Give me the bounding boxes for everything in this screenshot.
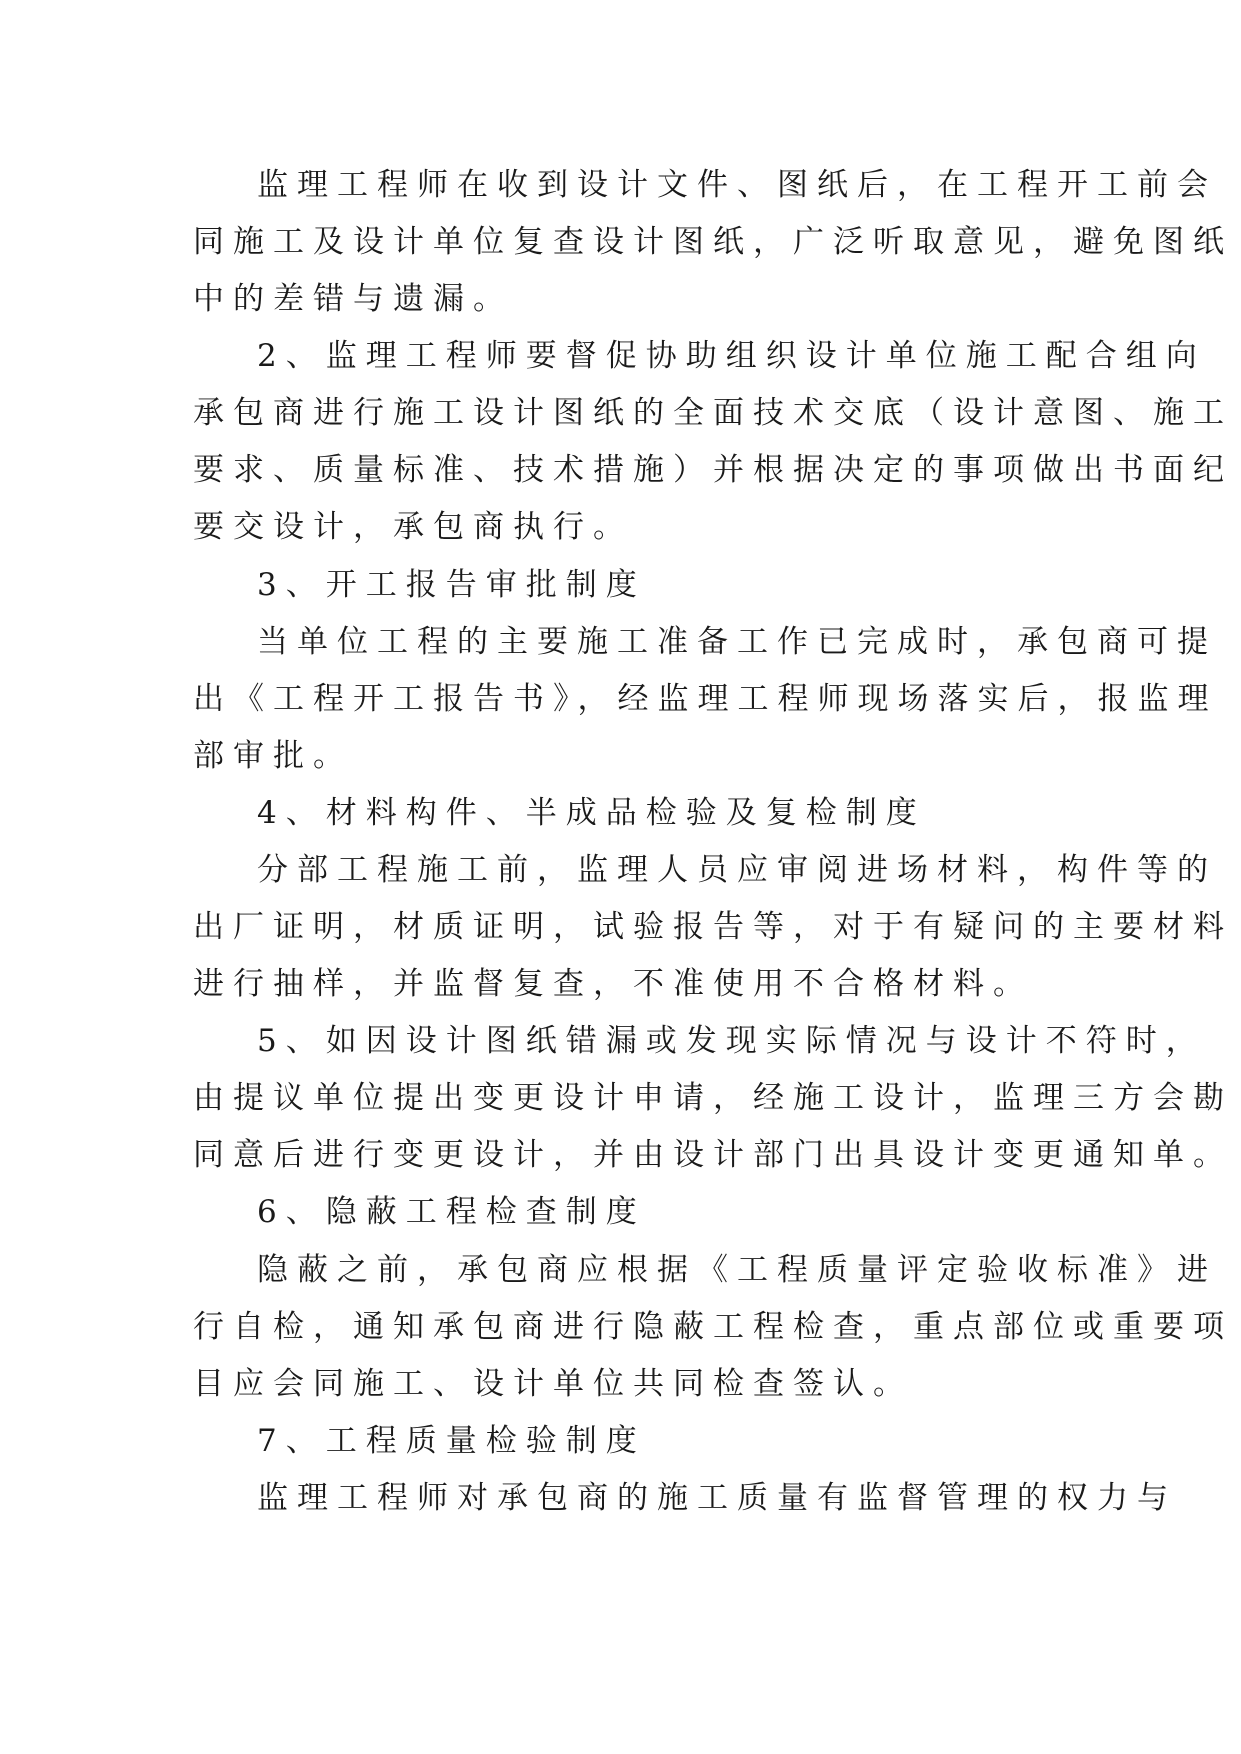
section-heading: 7、工程质量检验制度: [257, 1423, 646, 1459]
text-line: 行自检，通知承包商进行隐蔽工程检查，重点部位或重要项: [193, 1309, 1233, 1345]
text-line: 2、监理工程师要督促协助组织设计单位施工配合组向: [257, 338, 1206, 374]
section-heading: 6、隐蔽工程检查制度: [257, 1194, 646, 1230]
text-line: 承包商进行施工设计图纸的全面技术交底（设计意图、施工: [193, 395, 1233, 431]
text-line: 出《工程开工报告书》，经监理工程师现场落实后，报监理: [193, 681, 1218, 717]
section-heading: 3、开工报告审批制度: [257, 567, 646, 603]
text-line: 要求、质量标准、技术措施）并根据决定的事项做出书面纪: [193, 452, 1233, 488]
text-line: 中的差错与遗漏。: [193, 281, 513, 317]
text-line: 监理工程师在收到设计文件、图纸后，在工程开工前会: [257, 167, 1217, 203]
text-line: 要交设计，承包商执行。: [193, 509, 633, 545]
text-line: 由提议单位提出变更设计申请，经施工设计，监理三方会勘: [193, 1080, 1233, 1116]
text-line: 隐蔽之前，承包商应根据《工程质量评定验收标准》进: [257, 1252, 1217, 1288]
text-line: 目应会同施工、设计单位共同检查签认。: [193, 1366, 913, 1402]
text-line: 分部工程施工前，监理人员应审阅进场材料，构件等的: [257, 852, 1217, 888]
text-line: 同意后进行变更设计，并由设计部门出具设计变更通知单。: [193, 1137, 1233, 1173]
text-line: 监理工程师对承包商的施工质量有监督管理的权力与: [257, 1480, 1177, 1516]
text-line: 当单位工程的主要施工准备工作已完成时，承包商可提: [257, 624, 1217, 660]
text-line: 同施工及设计单位复查设计图纸，广泛听取意见，避免图纸: [193, 224, 1233, 260]
text-line: 5、如因设计图纸错漏或发现实际情况与设计不符时，: [257, 1023, 1206, 1059]
text-line: 出厂证明，材质证明，试验报告等，对于有疑问的主要材料: [193, 909, 1233, 945]
text-line: 进行抽样，并监督复查，不准使用不合格材料。: [193, 966, 1033, 1002]
section-heading: 4、材料构件、半成品检验及复检制度: [257, 795, 926, 831]
text-line: 部审批。: [193, 738, 353, 774]
